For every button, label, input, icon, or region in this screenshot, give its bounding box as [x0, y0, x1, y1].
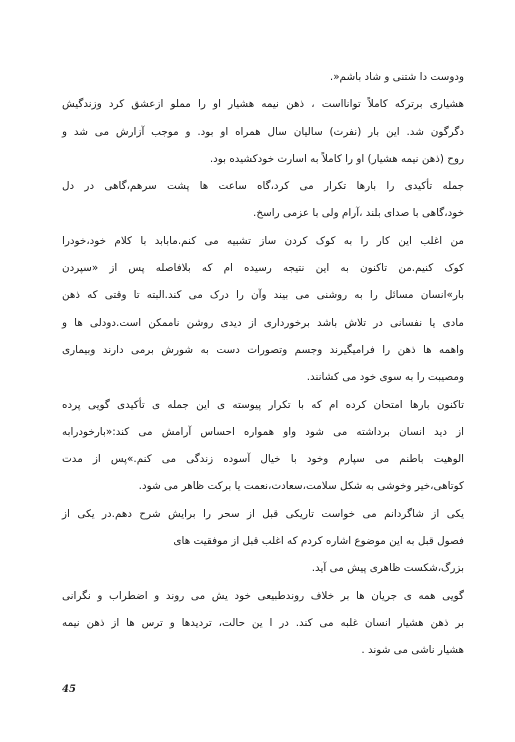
text-line: من اغلب این کار را به کوک کردن ساز تشبیه می کنم.مابابد با کلام خود،خودرا: [62, 234, 464, 247]
text-line: واهمه ها ذهن را فرامیگیرند وجسم وتصورات دست به شورش برمی دارند وبیماری: [62, 343, 464, 356]
text-line: بر ذهن هشیار انسان غلبه می کند. در ا ین حالت، تردیدها و ترس ها از ذهن نیمه: [62, 616, 464, 629]
text-line: هشیار ناشی می شوند .: [361, 644, 464, 657]
text-line: بار»انسان مسائل را به روشنی می بیند وآن را درک می کند.البته تا وقتی که ذهن: [62, 289, 464, 302]
text-line: دگرگون شد. این بار (نفرت) سالیان سال همراه او بود. و موجب آزارش می شد و: [62, 125, 464, 138]
text-line: الوهیت باطنم می سپارم وخود با خیال آسوده زندگی می کنم.»پس از مدت: [62, 453, 464, 466]
text-line: کوتاهی،خیر وخوشی به شکل سلامت،سعادت،نعمت یا برکت ظاهر می شود.: [138, 480, 464, 493]
text-line: روح (ذهن نیمه هشیار) او را کاملاً به اسارت خودکشیده بود.: [209, 152, 464, 165]
text-line: هشیاری برترکه کاملاً توانااست ، ذهن نیمه هشیار او را مملو ازعشق کرد وزندگیش: [62, 98, 464, 111]
text-line: ومصیبت را به سوی خود می کشانند.: [306, 371, 464, 384]
text-line: خود،گاهی با صدای بلند ،آرام ولی با عزمی راسخ.: [253, 207, 464, 220]
page-number: 45: [62, 684, 76, 695]
body-text: [62, 64, 464, 665]
text-line: گویی همه ی جریان ها بر خلاف روندطبیعی خود یش می روند و اضطراب و نگرانی: [62, 589, 464, 602]
text-line: جمله تأکیدی را بارها تکرار می کرد،گاه ساعت ها پشت سرهم،گاهی در دل: [62, 180, 464, 193]
text-line: از دید انسان برداشته می شود واو همواره احساس آرامش می کند:«بارخودرابه: [62, 425, 464, 438]
text-line: ودوست دا شتنی و شاد باشم«.: [329, 71, 464, 83]
text-line: تاکنون بارها امتحان کرده ام که با تکرار پیوسته ی این جمله ی تأکیدی گویی پرده: [62, 398, 464, 411]
text-line: مادی یا نفسانی در تلاش باشد برخورداری از دیدی روشن ناممکن است.دودلی ها و: [62, 316, 464, 329]
text-line: کوک کنیم.من تاکنون به این نتیجه رسیده ام که بلافاصله پس از «سپردن: [62, 262, 464, 275]
text-line: یکی از شاگردانم می خواست تاریکی قبل از سحر را برایش شرح دهم.در یکی از: [62, 507, 464, 520]
text-line: فصول قبل به این موضوع اشاره کردم که اغلب قبل از موفقیت های: [173, 535, 464, 548]
text-line: بزرگ،شکست ظاهری پیش می آید.: [311, 562, 464, 575]
